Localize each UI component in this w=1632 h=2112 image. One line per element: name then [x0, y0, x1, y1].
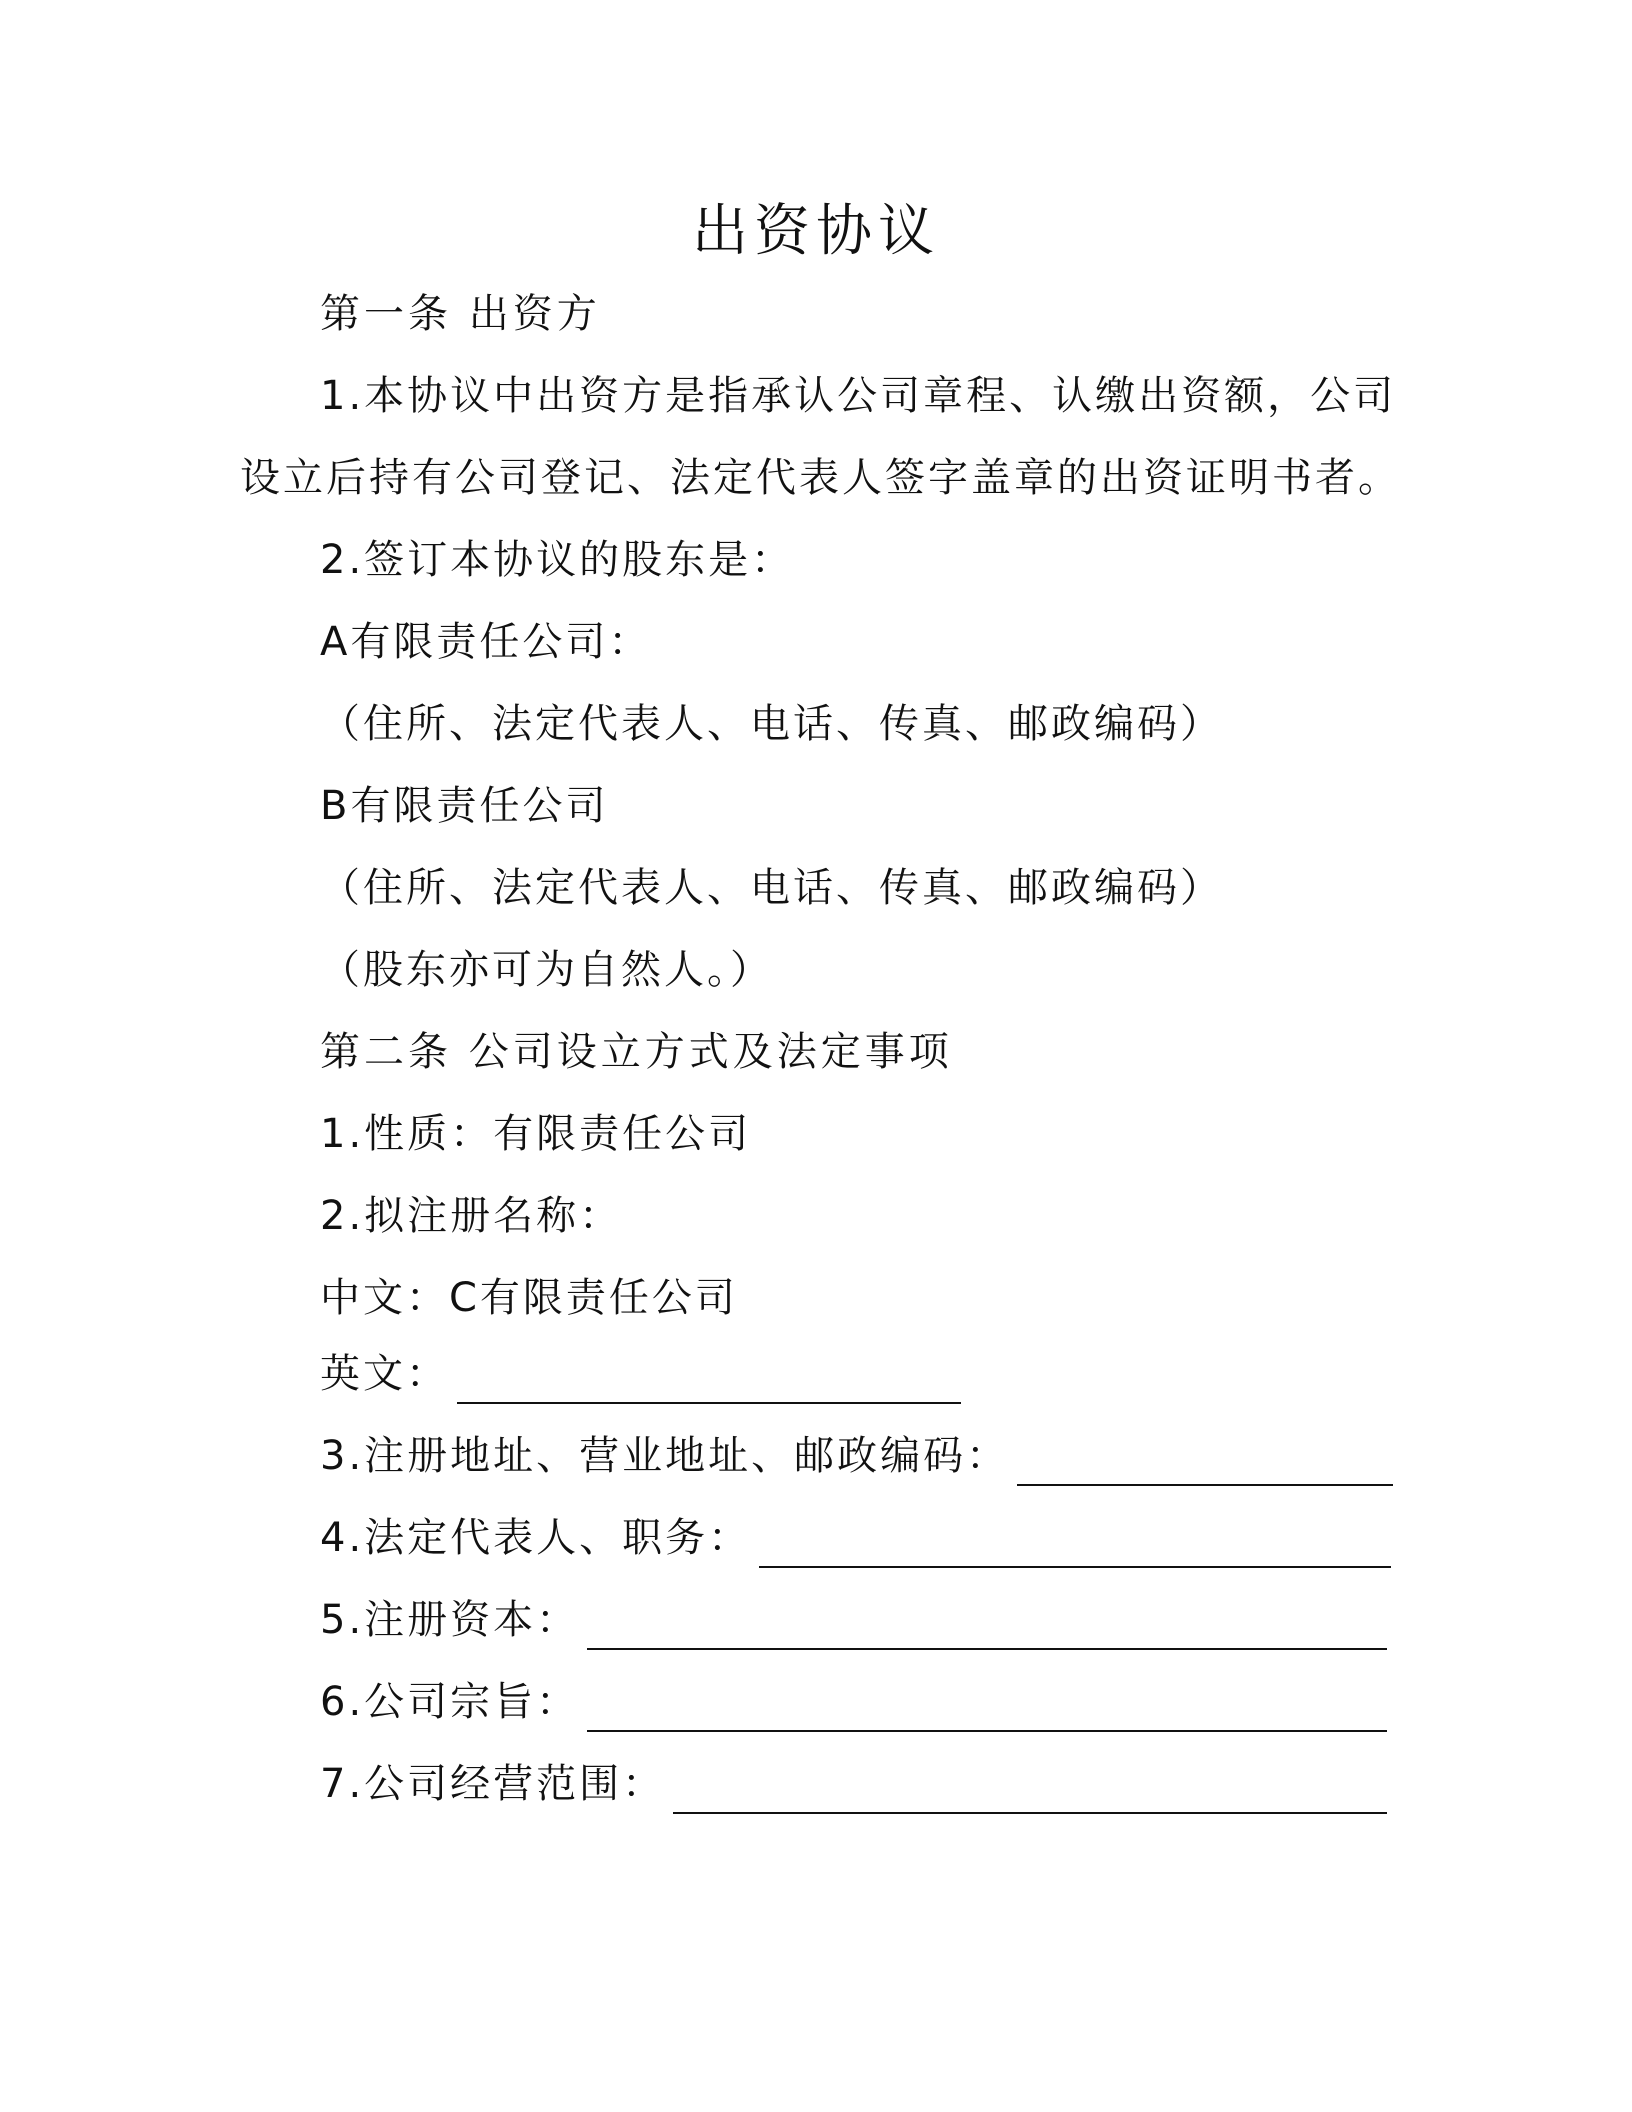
scope-row — [320, 1754, 1387, 1814]
shareholder-note: （股东亦可为自然人。） — [320, 947, 773, 993]
party-a-name: A有限责任公司： — [320, 619, 652, 665]
legal-rep-label: 4.法定代表人、职务： — [320, 1515, 752, 1561]
capital-row — [320, 1590, 1387, 1650]
purpose-label: 6.公司宗旨： — [320, 1679, 580, 1725]
document-title: 出资协议 — [692, 199, 940, 264]
address-label: 3.注册地址、营业地址、邮政编码： — [320, 1433, 1010, 1479]
scope-blank[interactable] — [673, 1768, 1387, 1814]
capital-label: 5.注册资本： — [320, 1597, 580, 1643]
english-name-label: 英文： — [320, 1351, 449, 1397]
purpose-blank[interactable] — [587, 1686, 1387, 1732]
address-blank[interactable] — [1017, 1440, 1393, 1486]
company-nature: 1.性质：有限责任公司 — [320, 1111, 752, 1157]
proposed-name-label: 2.拟注册名称： — [320, 1193, 623, 1239]
chinese-name: 中文：C有限责任公司 — [320, 1275, 738, 1321]
address-row — [320, 1426, 1393, 1486]
article-1-item-2: 2.签订本协议的股东是： — [320, 537, 795, 583]
purpose-row — [320, 1672, 1387, 1732]
article-2-heading: 第二条 公司设立方式及法定事项 — [320, 1029, 953, 1075]
party-a-details: （住所、法定代表人、电话、传真、邮政编码） — [320, 701, 1223, 747]
article-1-heading: 第一条 出资方 — [320, 291, 601, 337]
party-b-details: （住所、法定代表人、电话、传真、邮政编码） — [320, 865, 1223, 911]
capital-blank[interactable] — [587, 1604, 1387, 1650]
legal-rep-blank[interactable] — [759, 1522, 1391, 1568]
article-1-item-1-line-2: 设立后持有公司登记、法定代表人签字盖章的出资证明书者。 — [240, 455, 1401, 501]
party-b-name: B有限责任公司 — [320, 783, 609, 829]
article-1-item-1-line-1: 1.本协议中出资方是指承认公司章程、认缴出资额，公司 — [320, 373, 1397, 419]
legal-rep-row — [320, 1508, 1391, 1568]
english-name-blank[interactable] — [457, 1358, 961, 1404]
english-name-row — [320, 1344, 961, 1404]
scope-label: 7.公司经营范围： — [320, 1761, 666, 1807]
